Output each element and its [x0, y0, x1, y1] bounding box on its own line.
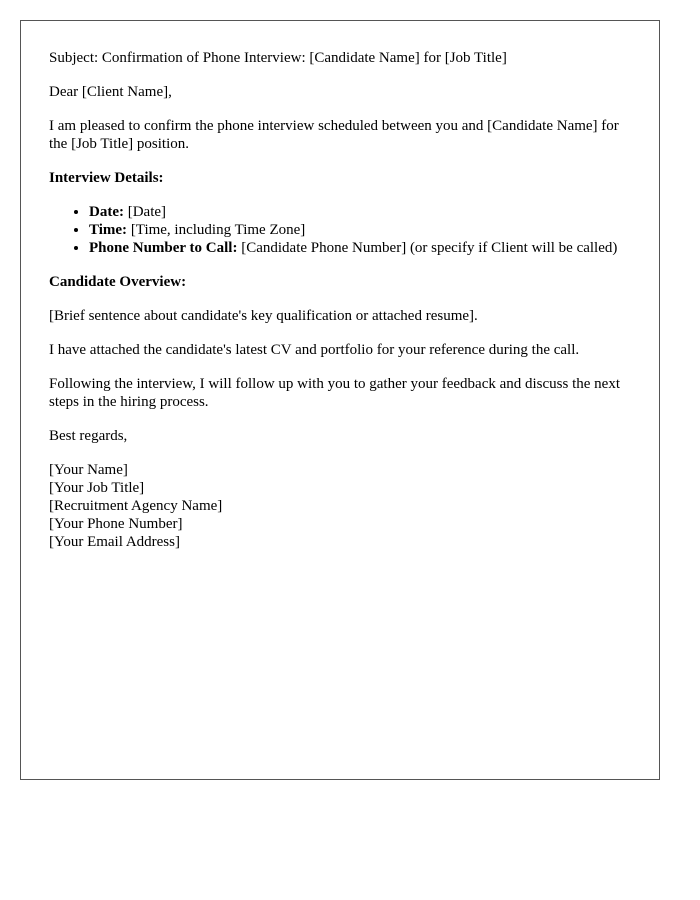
- signature-block: [49, 461, 631, 551]
- detail-value: [Time, including Time Zone]: [127, 222, 306, 238]
- signature-agency: [Recruitment Agency Name]: [49, 498, 223, 514]
- overview-paragraph: [Brief sentence about candidate's key qualification or attached resume].: [49, 308, 478, 324]
- detail-value: [Candidate Phone Number] (or specify if Client will be called): [237, 240, 618, 256]
- signature-email: [Your Email Address]: [49, 534, 180, 550]
- interview-details-heading: Interview Details:: [49, 170, 164, 186]
- detail-item-time: [89, 221, 631, 239]
- detail-label: Date:: [89, 204, 124, 220]
- detail-label: Phone Number to Call:: [89, 240, 238, 256]
- salutation: Dear [Client Name],: [49, 84, 172, 100]
- intro-paragraph: I am pleased to confirm the phone interview scheduled between you and [Candidate Name] for the [Job Title] position.: [49, 118, 619, 152]
- signature-job-title: [Your Job Title]: [49, 480, 145, 496]
- letter-document: [20, 20, 660, 780]
- followup-paragraph: Following the interview, I will follow up with you to gather your feedback and discuss the next steps in the hiring process.: [49, 376, 620, 410]
- detail-value: [Date]: [123, 204, 167, 220]
- interview-details-list: [49, 203, 631, 257]
- detail-item-date: [89, 203, 631, 221]
- closing-line: Best regards,: [49, 428, 128, 444]
- detail-label: Time:: [89, 222, 128, 238]
- signature-phone: [Your Phone Number]: [49, 516, 183, 532]
- attachment-paragraph: I have attached the candidate's latest CV and portfolio for your reference during the call.: [49, 342, 580, 358]
- candidate-overview-heading: Candidate Overview:: [49, 274, 187, 290]
- subject-line: Subject: Confirmation of Phone Interview: [Candidate Name] for [Job Title]: [49, 50, 507, 66]
- detail-item-phone: [89, 239, 631, 257]
- signature-name: [Your Name]: [49, 462, 128, 478]
